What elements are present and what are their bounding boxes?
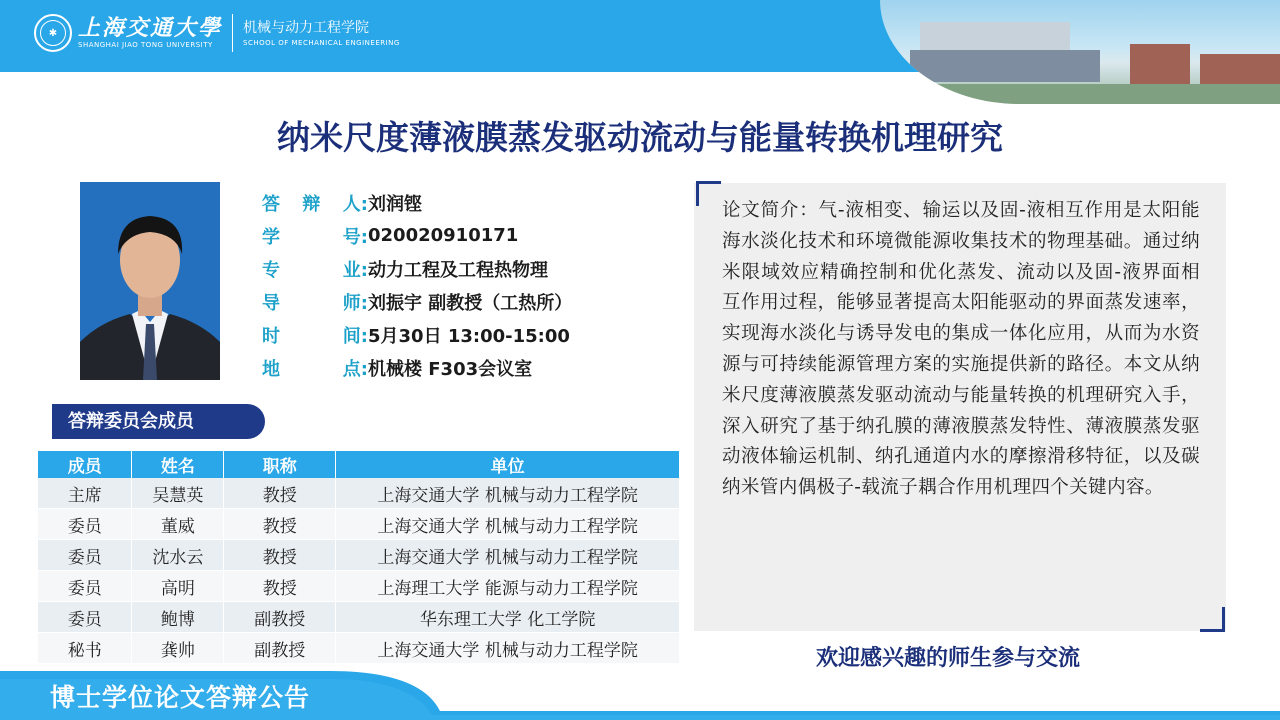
table-cell: 委员 <box>38 509 132 540</box>
info-label: 时 间: <box>262 325 368 347</box>
column-header: 单位 <box>336 451 680 478</box>
table-row <box>38 571 680 602</box>
column-header: 职称 <box>224 451 336 478</box>
table-row <box>38 478 680 509</box>
table-row <box>38 540 680 571</box>
table-row <box>38 602 680 633</box>
university-name-en: SHANGHAI JIAO TONG UNIVERSITY <box>78 41 213 49</box>
committee-heading: 答辩委员会成员 <box>52 404 265 439</box>
info-row-location <box>262 351 572 384</box>
table-row <box>38 509 680 540</box>
school-name-cn: 机械与动力工程学院 <box>243 20 370 36</box>
info-row-advisor <box>262 285 572 318</box>
corner-bracket-top-left <box>696 181 721 206</box>
table-cell: 董威 <box>132 509 224 540</box>
school-name-en: SCHOOL OF MECHANICAL ENGINEERING <box>243 39 400 47</box>
table-cell: 吴慧英 <box>132 478 224 509</box>
table-cell: 上海交通大学 机械与动力工程学院 <box>336 478 680 509</box>
table-cell: 副教授 <box>224 602 336 633</box>
table-cell: 华东理工大学 化工学院 <box>336 602 680 633</box>
column-header: 姓名 <box>132 451 224 478</box>
table-cell: 副教授 <box>224 633 336 664</box>
table-cell: 教授 <box>224 478 336 509</box>
table-cell: 教授 <box>224 571 336 602</box>
candidate-name: 刘润铿 <box>368 193 422 215</box>
column-header: 成员 <box>38 451 132 478</box>
table-cell: 教授 <box>224 540 336 571</box>
defense-time: 5月30日 13:00-15:00 <box>368 325 570 347</box>
table-cell: 上海交通大学 机械与动力工程学院 <box>336 633 680 664</box>
university-logo <box>34 14 400 52</box>
committee-table <box>38 451 680 664</box>
table-cell: 上海交通大学 机械与动力工程学院 <box>336 540 680 571</box>
footer-title: 博士学位论文答辩公告 <box>50 683 311 712</box>
table-cell: 委员 <box>38 540 132 571</box>
table-cell: 秘书 <box>38 633 132 664</box>
table-cell: 高明 <box>132 571 224 602</box>
info-row-defender <box>262 186 572 219</box>
info-row-time <box>262 318 572 351</box>
table-cell: 鲍博 <box>132 602 224 633</box>
thesis-title: 纳米尺度薄液膜蒸发驱动流动与能量转换机理研究 <box>277 118 1003 157</box>
advisor: 刘振宇 副教授（工热所） <box>368 292 573 314</box>
table-cell: 主席 <box>38 478 132 509</box>
table-cell: 委员 <box>38 571 132 602</box>
info-label: 专 业: <box>262 259 368 281</box>
candidate-photo <box>80 182 220 380</box>
candidate-info <box>262 186 572 384</box>
table-header-row <box>38 451 680 478</box>
student-id: 020020910171 <box>368 225 519 246</box>
university-seal-icon: ✱ <box>34 14 72 52</box>
info-row-major <box>262 252 572 285</box>
info-row-student-id <box>262 219 572 252</box>
info-label: 学 号: <box>262 226 368 248</box>
corner-bracket-bottom-right <box>1200 607 1225 632</box>
table-cell: 上海理工大学 能源与动力工程学院 <box>336 571 680 602</box>
table-cell: 龚帅 <box>132 633 224 664</box>
logo-divider <box>232 14 233 52</box>
info-label: 答 辩 人: <box>262 193 368 215</box>
university-name-cn: 上海交通大學 <box>78 15 223 41</box>
major: 动力工程及工程热物理 <box>368 259 548 281</box>
table-row <box>38 633 680 664</box>
info-label: 导 师: <box>262 292 368 314</box>
table-cell: 教授 <box>224 509 336 540</box>
campus-photo <box>880 0 1280 104</box>
table-cell: 委员 <box>38 602 132 633</box>
table-cell: 沈水云 <box>132 540 224 571</box>
table-cell: 上海交通大学 机械与动力工程学院 <box>336 509 680 540</box>
welcome-message: 欢迎感兴趣的师生参与交流 <box>816 646 1081 671</box>
info-label: 地 点: <box>262 358 368 380</box>
defense-location: 机械楼 F303会议室 <box>368 358 533 380</box>
abstract-text: 论文简介：气-液相变、输运以及固-液相互作用是太阳能海水淡化技术和环境微能源收集技术的物理基础。通过纳米限域效应精确控制和优化蒸发、流动以及固-液界面相互作用过程，能够显著提高太阳能驱动的界面蒸发速率，实现海水淡化与诱导发电的集成一体化应用，从而为水资源与可持续能源管理方案的实施提供新的路径。本文从纳米尺度薄液膜蒸发驱动流动与能量转换的机理研究入手，深入研究了基于纳孔膜的薄液膜蒸发特性、薄液膜蒸发驱动液体输运机制、纳孔通道内水的摩擦滑移特征，以及碳纳米管内偶极子-载流子耦合作用机理四个关键内容。 <box>722 200 1200 499</box>
